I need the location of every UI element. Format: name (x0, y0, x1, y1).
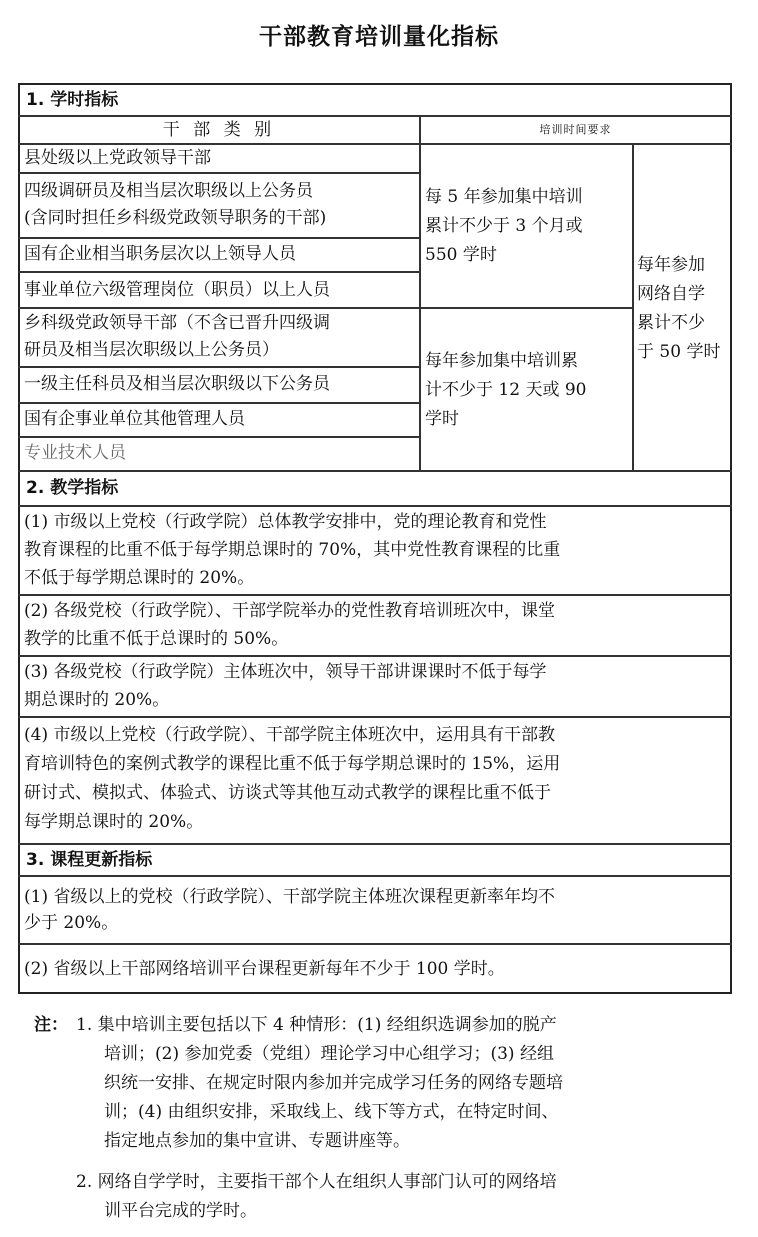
column-header-requirement: 培训时间要求 (539, 123, 612, 136)
note-line: 1. 集中培训主要包括以下 4 种情形：(1) 经组织选调参加的脱产 (76, 1015, 557, 1035)
teaching-item-line: 期总课时的 20%。 (24, 690, 170, 710)
requirement-text: 计不少于 12 天或 90 (425, 380, 587, 400)
category-row: 国有企事业单位其他管理人员 (24, 409, 245, 429)
divider (18, 655, 732, 657)
column-divider (419, 115, 421, 470)
divider (18, 402, 420, 404)
divider (18, 172, 420, 174)
category-row: 乡科级党政领导干部（不含已晋升四级调 (24, 313, 330, 333)
divider (18, 716, 732, 718)
online-requirement-text: 网络自学 (637, 284, 705, 304)
teaching-item-line: (3) 各级党校（行政学院）主体班次中，领导干部讲课课时不低于每学 (24, 662, 547, 682)
teaching-item-line: (1) 市级以上党校（行政学院）总体教学安排中，党的理论教育和党性 (24, 512, 547, 532)
online-requirement-text: 累计不少 (637, 313, 705, 333)
note-line: 织统一安排、在规定时限内参加并完成学习任务的网络专题培 (104, 1073, 563, 1093)
divider (18, 307, 632, 309)
requirement-text: 每年参加集中培训累 (425, 351, 578, 371)
divider (18, 505, 732, 507)
divider (18, 943, 732, 945)
divider (18, 271, 420, 273)
online-requirement-text: 于 50 学时 (637, 342, 721, 362)
divider (18, 875, 732, 877)
category-row: 事业单位六级管理岗位（职员）以上人员 (24, 280, 330, 300)
requirement-text: 每 5 年参加集中培训 (425, 187, 583, 207)
divider (18, 470, 732, 472)
teaching-item-line: 不低于每学期总课时的 20%。 (24, 568, 255, 588)
category-row: 县处级以上党政领导干部 (24, 148, 211, 168)
note-line: 训；(4) 由组织安排，采取线上、线下等方式，在特定时间、 (104, 1102, 559, 1122)
requirement-text: 学时 (425, 409, 459, 429)
note-line: 培训；(2) 参加党委（党组）理论学习中心组学习；(3) 经组 (104, 1044, 554, 1064)
divider (18, 436, 420, 438)
section-heading-teaching: 2. 教学指标 (26, 478, 119, 498)
divider (18, 843, 732, 845)
teaching-item-line: 教学的比重不低于总课时的 50%。 (24, 629, 289, 649)
note-line: 指定地点参加的集中宣讲、专题讲座等。 (104, 1131, 410, 1151)
requirement-text: 550 学时 (425, 245, 497, 265)
category-row: 一级主任科员及相当层次职级以下公务员 (24, 374, 330, 394)
note-line: 训平台完成的学时。 (104, 1201, 257, 1221)
teaching-item-line: 研讨式、模拟式、体验式、访谈式等其他互动式教学的课程比重不低于 (24, 783, 551, 803)
teaching-item-line: (4) 市级以上党校（行政学院）、干部学院主体班次中，运用具有干部教 (24, 725, 555, 745)
section-heading-course-update: 3. 课程更新指标 (26, 850, 153, 870)
divider (18, 594, 732, 596)
notes-label: 注： (34, 1015, 68, 1035)
teaching-item-line: 每学期总课时的 20%。 (24, 812, 204, 832)
column-header-category: 干 部 类 别 (162, 120, 276, 140)
course-update-item-line: (1) 省级以上的党校（行政学院）、干部学院主体班次课程更新率年均不 (24, 887, 555, 907)
column-divider (632, 143, 634, 470)
category-row: 国有企业相当职务层次以上领导人员 (24, 244, 296, 264)
section-heading-hours: 1. 学时指标 (26, 90, 119, 110)
course-update-item-line: 少于 20%。 (24, 913, 119, 933)
category-row: 四级调研员及相当层次职级以上公务员 (24, 181, 313, 201)
course-update-item-line: (2) 省级以上干部网络培训平台课程更新每年不少于 100 学时。 (24, 959, 505, 979)
divider (18, 237, 420, 239)
teaching-item-line: 教育课程的比重不低于每学期总课时的 70%，其中党性教育课程的比重 (24, 540, 561, 560)
requirement-text: 累计不少于 3 个月或 (425, 216, 583, 236)
online-requirement-text: 每年参加 (637, 255, 705, 275)
divider (18, 366, 420, 368)
teaching-item-line: (2) 各级党校（行政学院）、干部学院举办的党性教育培训班次中，课堂 (24, 601, 555, 621)
category-row: 研员及相当层次职级以上公务员） (24, 340, 279, 360)
note-line: 2. 网络自学学时，主要指干部个人在组织人事部门认可的网络培 (76, 1172, 557, 1192)
page-title: 干部教育培训量化指标 (259, 24, 499, 50)
category-row: 专业技术人员 (24, 443, 126, 463)
category-row: (含同时担任乡科级党政领导职务的干部) (24, 208, 327, 228)
teaching-item-line: 育培训特色的案例式教学的课程比重不低于每学期总课时的 15%，运用 (24, 754, 561, 774)
